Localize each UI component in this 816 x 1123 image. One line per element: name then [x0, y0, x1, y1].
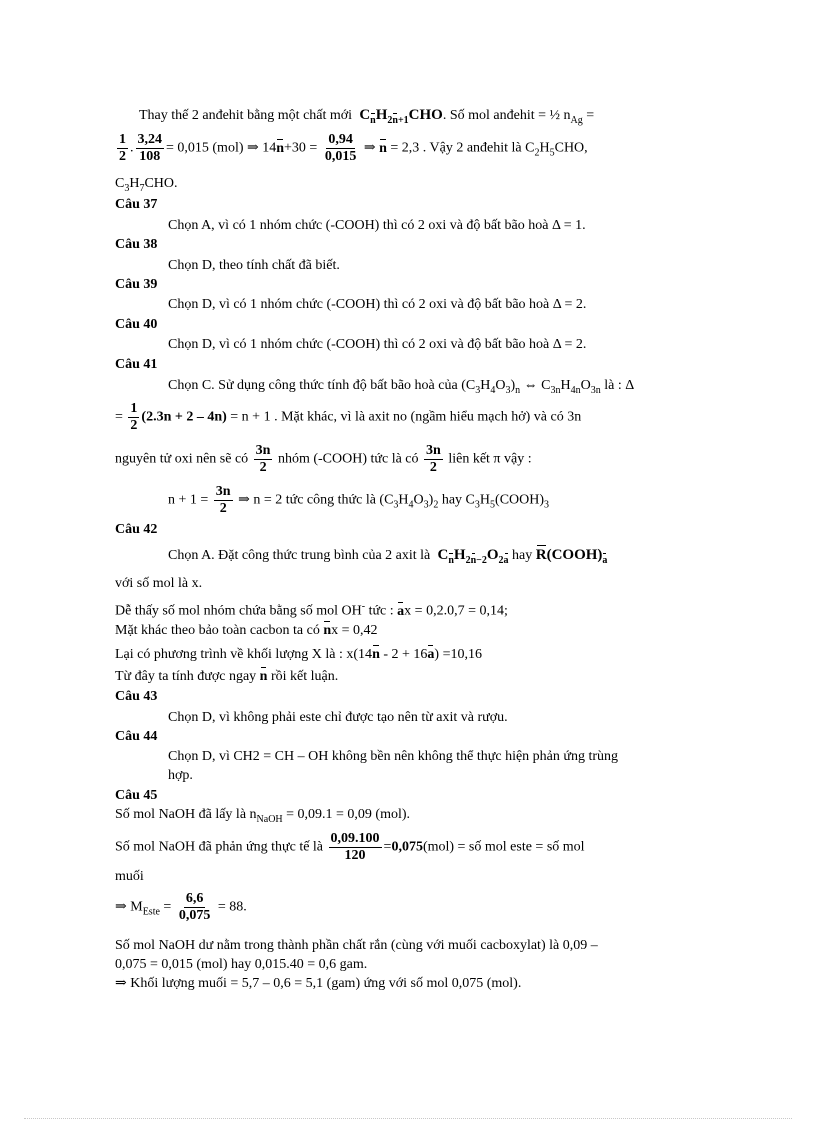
- formula-average-acid: $C_nH_{2n-2}O_{2a}$: [433, 547, 509, 566]
- fraction-one-half: $\frac{1}{2}$: [130, 401, 138, 433]
- implies-symbol: ⇒: [363, 140, 376, 156]
- answer-45-line-7: ⇒ Khối lượng muối = 5,7 – 0,6 = 5,1 (gam) ứng với số mol 0,075 (mol).: [115, 976, 522, 991]
- text: Thay thế 2 anđehit bằng một chất mới: [139, 108, 353, 123]
- n-bar: n: [379, 140, 387, 156]
- fraction-one-half: $\frac{1}{2}$: [119, 132, 126, 164]
- text: = 2,3 . Vậy 2 anđehit là C: [390, 140, 535, 156]
- formula-average-aldehyde: $C_nH_{2n+1}CHO$: [355, 107, 443, 126]
- answer-42-line-3: Dễ thấy số mol nhóm chứa bằng số mol OH- tức : ax = 0,2.0,7 = 0,14;: [115, 601, 508, 619]
- text: =: [582, 108, 595, 123]
- answer-44-line-1: Chọn D, vì CH2 = CH – OH không bền nên không thể thực hiện phản ứng trùng: [168, 749, 619, 764]
- answer-42-line-1: Chọn A. Đặt công thức trung bình của 2 axit là $C_nH_{2n-2}O_{2a}$ hay $R(COOH)_a$: [168, 547, 608, 566]
- question-38-heading: Câu 38: [115, 237, 158, 252]
- question-45-heading: Câu 45: [115, 788, 158, 803]
- line-2: $\frac{1}{2}$ . $\frac{3,24}{108}$ = 0,015 (mol) ⇒ 14n+30 = $\frac{0,94}{0,015}$ ⇒ n = 2,3 . Vậy 2 anđehit là $C_2H_5CHO$,: [119, 132, 588, 164]
- text: . Số mol anđehit = ½ n: [442, 108, 571, 123]
- answer-39: Chọn D, vì có 1 nhóm chức (-COOH) thì có 2 oxi và độ bất bão hoà Δ = 2.: [168, 297, 587, 312]
- question-37-heading: Câu 37: [115, 197, 158, 212]
- answer-38: Chọn D, theo tính chất đã biết.: [168, 258, 340, 273]
- line-1: [139, 106, 594, 130]
- answer-41-line-1: Chọn C. Sử dụng công thức tính độ bất bão hoà của $(C_3H_4O_3)_n$ ⇔ $C_{3n}H_{4n}O_{3n}$ là : Δ: [168, 378, 635, 396]
- answer-45-line-3: muối: [115, 869, 144, 884]
- text: = 0,015 (mol) ⇒ 14: [166, 140, 277, 156]
- question-42-heading: Câu 42: [115, 522, 158, 537]
- fraction-naoh-reacted: $\frac{0,09.100}{120}$: [330, 831, 380, 863]
- fraction-324-108: $\frac{3,24}{108}$: [137, 132, 162, 164]
- fraction-094-0015: $\frac{0,94}{0,015}$: [324, 132, 357, 164]
- question-39-heading: Câu 39: [115, 277, 158, 292]
- answer-44-line-2: hợp.: [168, 768, 193, 783]
- answer-37: Chọn A, vì có 1 nhóm chức (-COOH) thì có 2 oxi và độ bất bão hoà Δ = 1.: [168, 218, 586, 233]
- answer-45-line-1: Số mol NaOH đã lấy là $n_{NaOH} = 0,09.1 = 0,09$ (mol).: [115, 807, 411, 825]
- formula-r-cooh: $R(COOH)_a$: [535, 547, 608, 566]
- question-43-heading: Câu 43: [115, 689, 158, 704]
- answer-43: Chọn D, vì không phải este chỉ được tạo nên từ axit và rượu.: [168, 710, 508, 725]
- fraction-3n-2: $\frac{3n}{2}$: [215, 484, 231, 516]
- answer-42-line-6: Từ đây ta tính được ngay n rồi kết luận.: [115, 669, 339, 684]
- subscript: Ag: [570, 114, 583, 126]
- answer-41-line-2: = $\frac{1}{2}$ (2.3n + 2 – 4n) = n + 1 . Mặt khác, vì là axit no (ngầm hiểu mạch hở) và có 3n: [115, 401, 582, 433]
- text: +30 =: [284, 140, 318, 156]
- line-3: $C_3H_7CHO$.: [115, 176, 178, 194]
- answer-45-line-2: Số mol NaOH đã phản ứng thực tế là $\frac{0,09.100}{120}$ =0,075(mol) = số mol este = số mol: [115, 831, 585, 863]
- question-40-heading: Câu 40: [115, 317, 158, 332]
- answer-45-line-6: 0,075 = 0,015 (mol) hay 0,015.40 = 0,6 gam.: [115, 957, 368, 972]
- question-41-heading: Câu 41: [115, 357, 158, 372]
- answer-45-line-4: ⇒ $M_{Este}$ = $\frac{6,6}{0,075}$ = 88.: [115, 891, 247, 923]
- fraction-3n-2: $\frac{3n}{2}$: [255, 443, 271, 475]
- answer-42-line-4: Mặt khác theo bảo toàn cacbon ta có nx = 0,42: [115, 623, 378, 638]
- answer-45-line-5: Số mol NaOH dư nằm trong thành phần chất rắn (cùng với muối cacboxylat) là 0,09 –: [115, 938, 598, 953]
- page-bottom-rule: [24, 1118, 792, 1119]
- question-44-heading: Câu 44: [115, 729, 158, 744]
- answer-42-line-5: Lại có phương trình về khối lượng X là : x(14n - 2 + 16a) =10,16: [115, 647, 482, 662]
- fraction-3n-2: $\frac{3n}{2}$: [426, 443, 441, 475]
- answer-42-line-2: với số mol là x.: [115, 576, 203, 591]
- fraction-molar-mass: $\frac{6,6}{0,075}$: [178, 891, 211, 923]
- answer-41-line-4: n + 1 = $\frac{3n}{2}$ ⇒ n = 2 tức công thức là $(C_3H_4O_3)_2$ hay $C_3H_5(COOH)_3$: [168, 484, 550, 516]
- expression-delta: (2.3n + 2 – 4n): [141, 409, 227, 425]
- answer-41-line-3: nguyên tử oxi nên sẽ có $\frac{3n}{2}$ nhóm (-COOH) tức là có $\frac{3n}{2}$ liên kết π vậy :: [115, 443, 532, 475]
- answer-40: Chọn D, vì có 1 nhóm chức (-COOH) thì có 2 oxi và độ bất bão hoà Δ = 2.: [168, 337, 587, 352]
- n-bar: n: [276, 140, 285, 156]
